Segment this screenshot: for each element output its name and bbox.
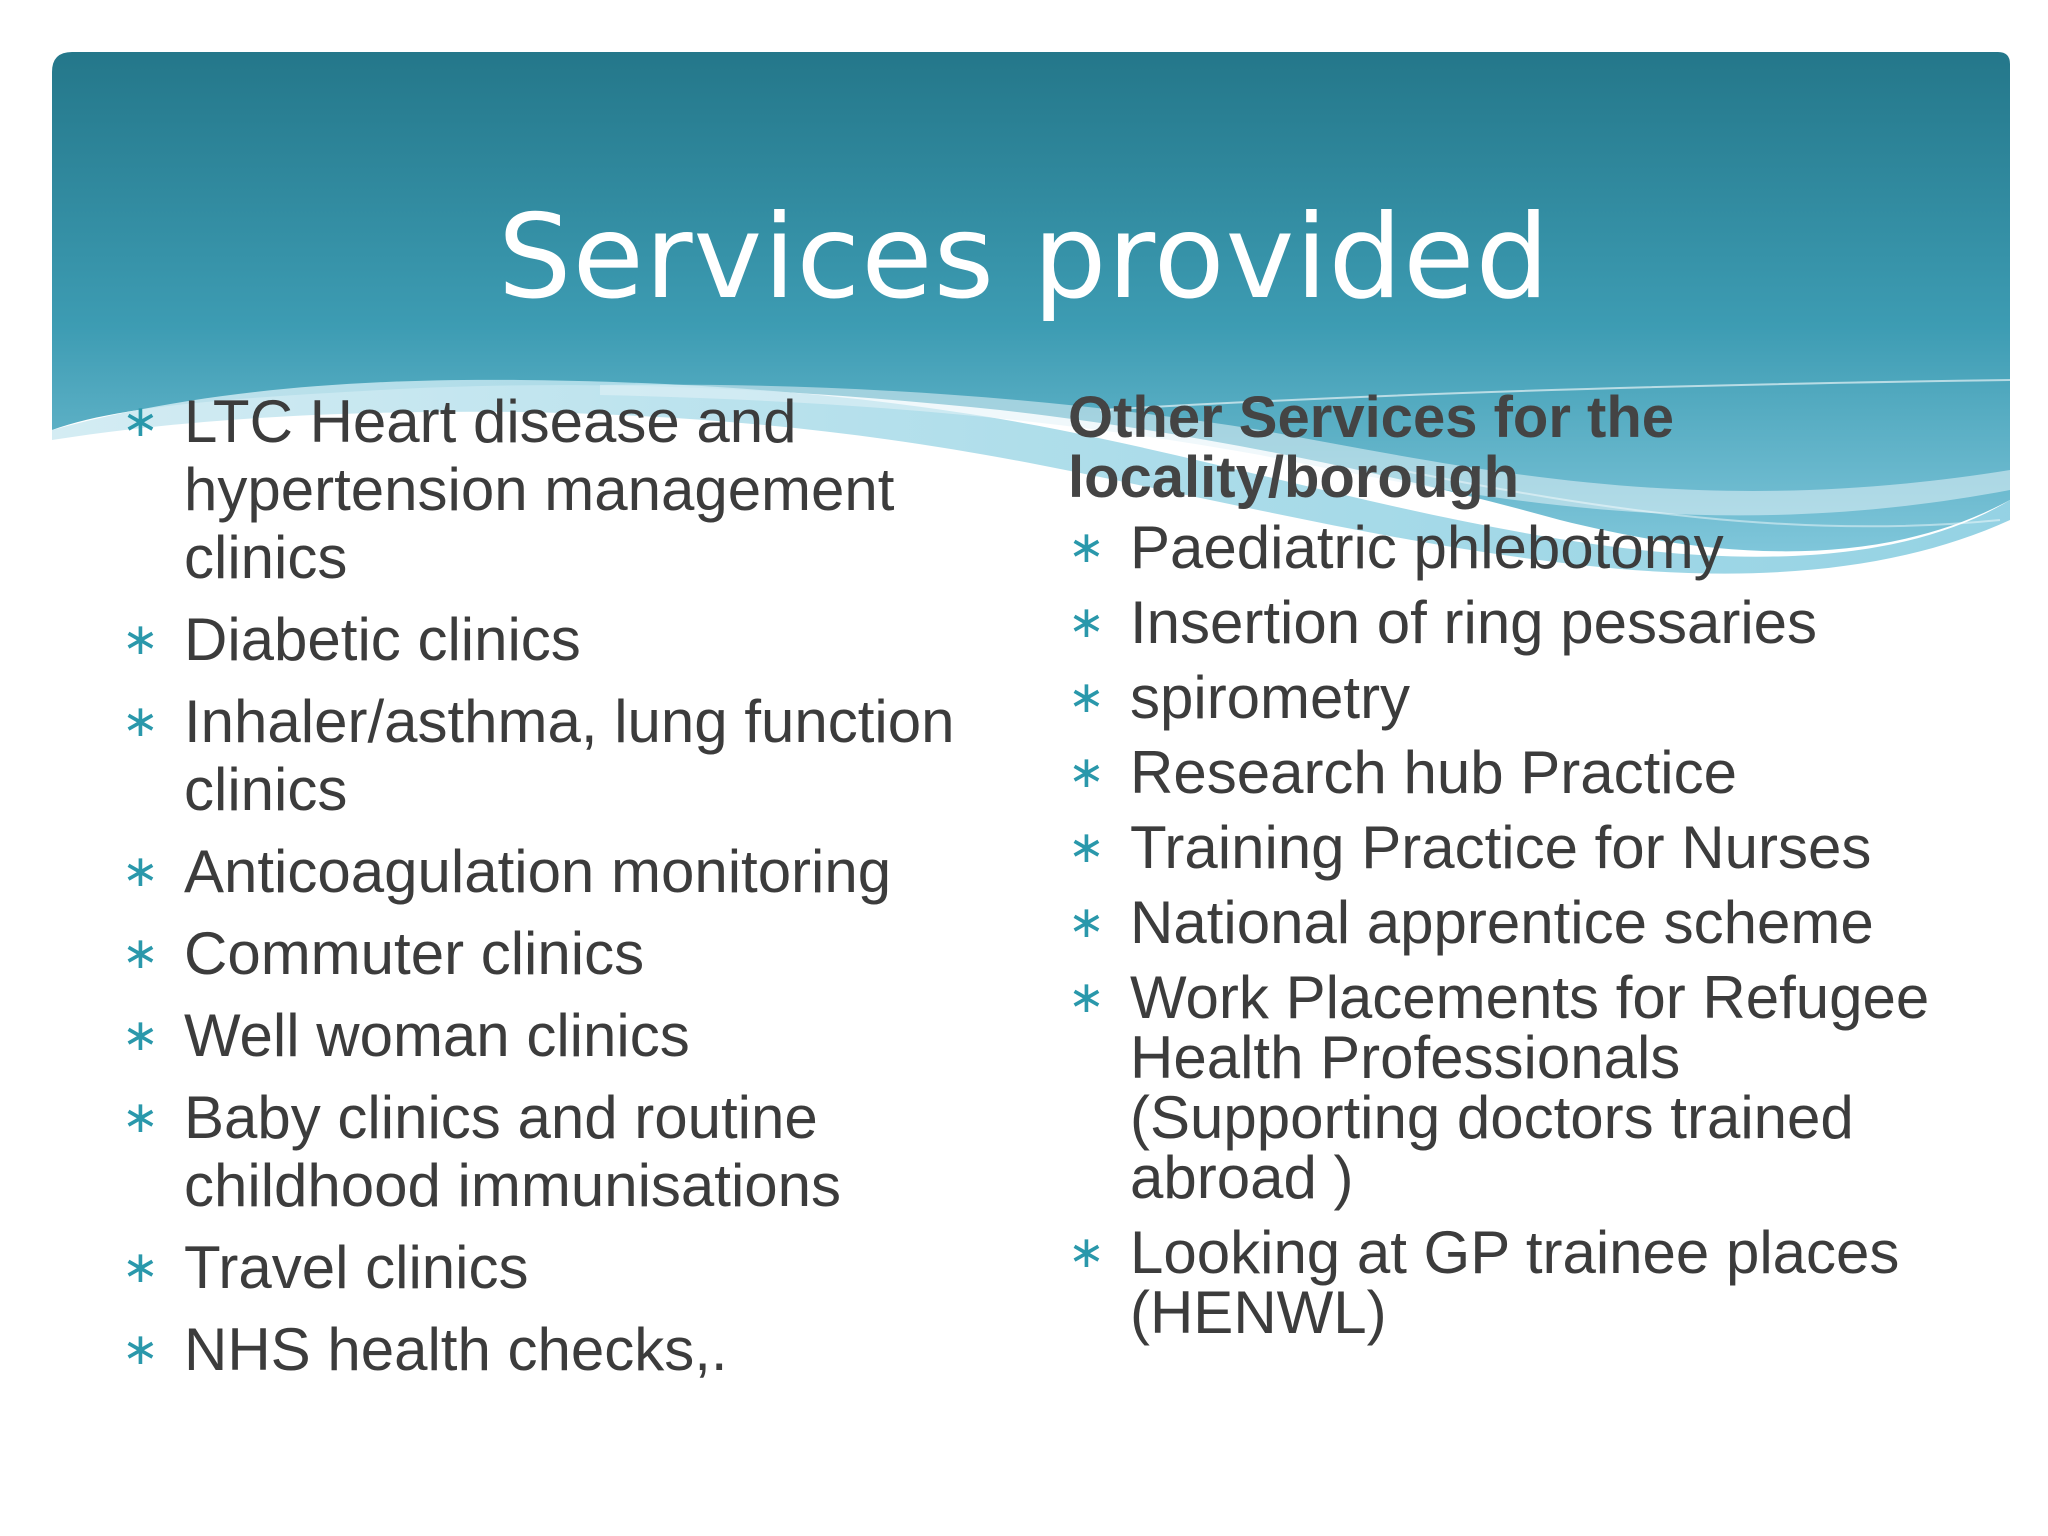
- list-item: [122, 688, 982, 824]
- right-column-heading: Other Services for the locality/borough: [1068, 385, 1674, 510]
- asterisk-icon: ∗: [1068, 1228, 1105, 1277]
- list-item: [1068, 814, 1988, 881]
- list-item: [1068, 964, 1988, 1211]
- list-item-text: Training Practice for Nurses: [1130, 814, 1872, 881]
- list-item-text: Inhaler/asthma, lung function clinics: [184, 688, 955, 823]
- list-item-text: National apprentice scheme: [1130, 889, 1874, 956]
- asterisk-icon: ∗: [122, 1243, 159, 1292]
- list-item: [122, 1084, 982, 1220]
- list-item: [1068, 589, 1988, 656]
- list-item: [122, 838, 982, 906]
- asterisk-icon: ∗: [122, 697, 159, 746]
- list-item-text: Well woman clinics: [184, 1002, 690, 1069]
- list-item-text: Travel clinics: [184, 1234, 529, 1301]
- asterisk-icon: ∗: [1068, 523, 1105, 572]
- list-item: [122, 388, 982, 592]
- list-item: [122, 1234, 982, 1302]
- list-item-text: Work Placements for Refugee Health Professionals (Supporting doctors trained abroad ): [1130, 964, 1930, 1211]
- asterisk-icon: ∗: [1068, 673, 1105, 722]
- left-service-list: [122, 388, 982, 1398]
- list-item: [1068, 739, 1988, 806]
- list-item-text: LTC Heart disease and hypertension management clinics: [184, 388, 895, 591]
- asterisk-icon: ∗: [1068, 898, 1105, 947]
- list-item: [1068, 664, 1988, 731]
- slide-title: Services provided: [497, 190, 1551, 325]
- asterisk-icon: ∗: [122, 397, 159, 446]
- asterisk-icon: ∗: [122, 1093, 159, 1142]
- list-item-text: NHS health checks,.: [184, 1316, 728, 1383]
- asterisk-icon: ∗: [1068, 598, 1105, 647]
- list-item-text: spirometry: [1130, 664, 1411, 731]
- asterisk-icon: ∗: [1068, 973, 1105, 1022]
- right-service-list: [1068, 514, 1988, 1346]
- list-item: [122, 1002, 982, 1070]
- list-item: [122, 920, 982, 988]
- list-item-text: Insertion of ring pessaries: [1130, 589, 1818, 656]
- list-item: [1068, 514, 1988, 581]
- list-item: [122, 1316, 982, 1384]
- asterisk-icon: ∗: [122, 615, 159, 664]
- asterisk-icon: ∗: [122, 1011, 159, 1060]
- list-item-text: Baby clinics and routine childhood immunisations: [184, 1084, 842, 1219]
- list-item-text: Commuter clinics: [184, 920, 645, 987]
- asterisk-icon: ∗: [122, 929, 159, 978]
- list-item-text: Anticoagulation monitoring: [184, 838, 892, 905]
- list-item-text: Research hub Practice: [1130, 739, 1737, 806]
- right-service-column: [1068, 385, 1988, 1358]
- asterisk-icon: ∗: [122, 847, 159, 896]
- list-item-text: Looking at GP trainee places (HENWL): [1130, 1219, 1900, 1346]
- list-item-text: Diabetic clinics: [184, 606, 581, 673]
- list-item: [1068, 889, 1988, 956]
- asterisk-icon: ∗: [1068, 823, 1105, 872]
- list-item-text: Paediatric phlebotomy: [1130, 514, 1724, 581]
- asterisk-icon: ∗: [122, 1325, 159, 1374]
- list-item: [122, 606, 982, 674]
- list-item: [1068, 1219, 1988, 1346]
- asterisk-icon: ∗: [1068, 748, 1105, 797]
